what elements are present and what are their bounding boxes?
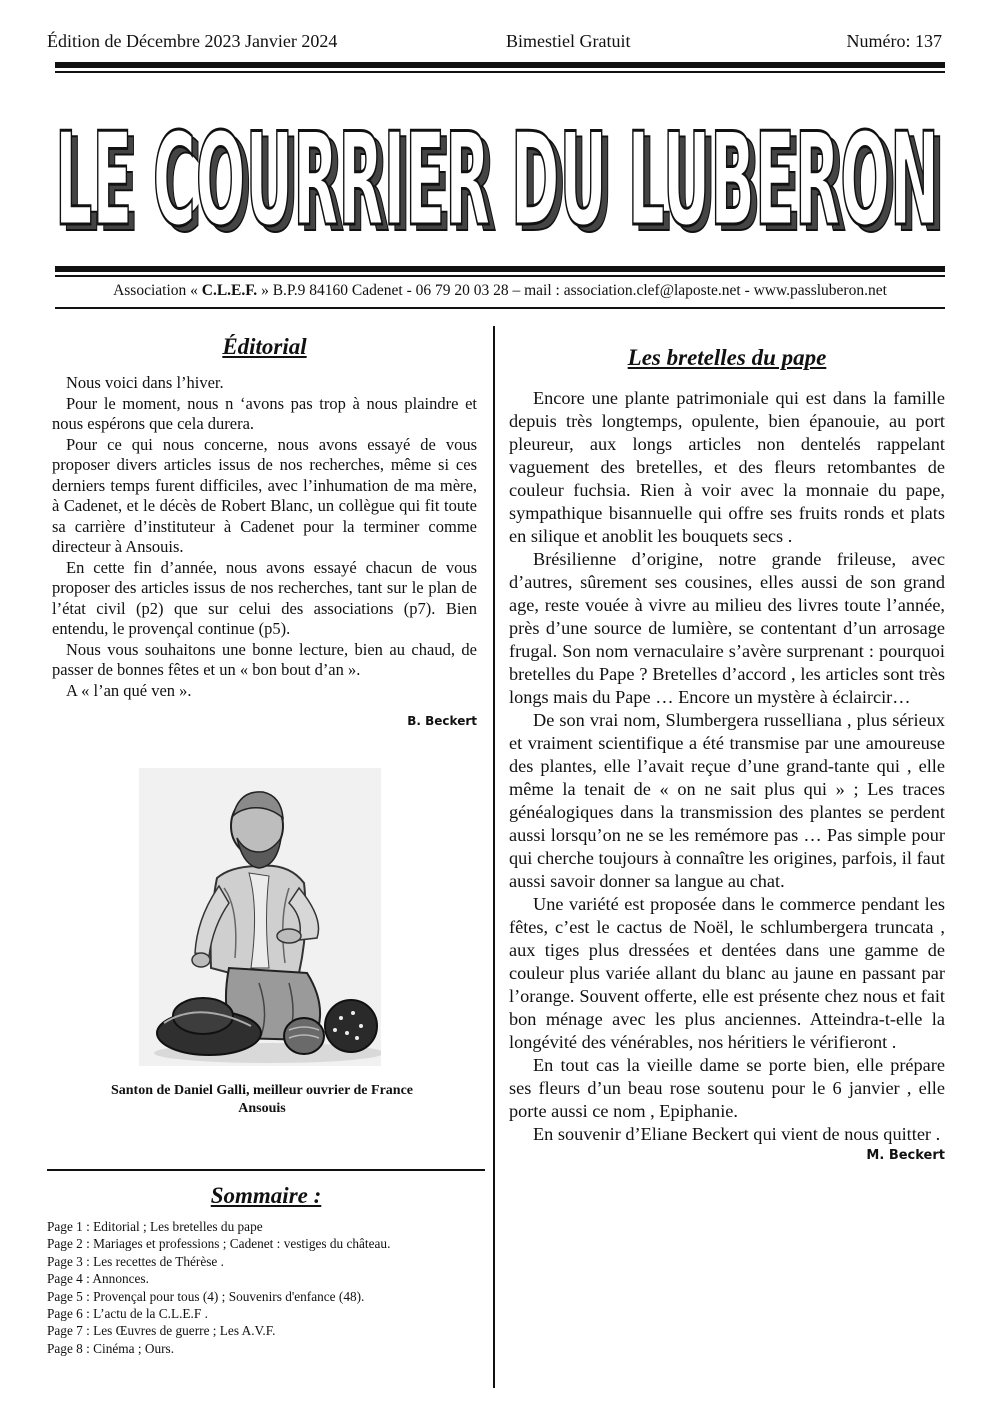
article-paragraph: Brésilienne d’origine, notre grande frileuse, avec d’autres, sûrement ses cousines, elles aussi de son grand age, reste vouée à vivre au milieu des livres toute l’année, près d’une source de lumière, se contentant d’un arrosage frugal. Son nom vernaculaire s’avère surprenant : pourquoi bretelles du Pape ? Bretelles d’accord , les articles sont très longs mais du Pape … Encore un mystère à éclaircir… [509,549,945,707]
article-paragraph: Une variété est proposée dans le commerce pendant les fêtes, c’est le cactus de Noël, le schlumbergera truncata , aux tiges plus dressées et dentées dans une gamme de couleur plus variée allant du blanc au jaune en passant par l’orange. Souvent offerte, elle est présente chez nous et fait bon ménage avec les plus anciennes. Atteindra-t-elle la longévité des vénérables, nos héritiers le vérifieront . [509,894,945,1052]
toc-item: Page 6 : L’actu de la C.L.E.F . [47,1306,208,1322]
periodicity: Bimestiel Gratuit [506,31,631,51]
caption-line-2: Ansouis [238,1101,286,1116]
toc-item: Page 1 : Editorial ; Les bretelles du pape [47,1219,263,1234]
article-section [509,345,945,1163]
table-of-contents [47,1218,487,1357]
toc-item: Page 7 : Les Œuvres de guerre ; Les A.V.F. [47,1323,276,1339]
address-contact: » B.P.9 84160 Cadenet - 06 79 20 03 28 – mail : association.clef@laposte.net - www.passluberon.net [257,282,887,299]
article-paragraph: De son vrai nom, Slumbergera russelliana , plus sérieux et vraiment scientifique a été transmise par une amoureuse des plantes, elle l’avait reçue d’une grand-tante qui , elle même la tenait de « on ne sait plus qui » ; Les traces généalogiques dans la transmission des plantes se perdent aussi lorsqu’on ne se les remémore pas … Pas simple pour qui cherche toujours à connaître les origines, parfois, il faut aussi savoir donner sa langue au chat. [509,710,945,891]
edition-date: Édition de Décembre 2023 Janvier 2024 [47,31,338,51]
editorial-signature: B. Beckert [407,714,477,728]
top-rule-thick [55,62,945,68]
editorial-title: Éditorial [222,334,307,359]
article-paragraph: Encore une plante patrimoniale qui est dans la famille depuis très longtemps, opulente, bien épanouie, au port pleureur, aux longs articles non dentelés rappelant vaguement des bretelles, et des fleurs retombantes de couleur fuchsia. Rien à voir avec la monnaie du pape, sympathique bisannuelle qui offre ses fruits ronds et plats en silique et anoblit les bouquets secs . [509,388,945,546]
toc-item: Page 4 : Annonces. [47,1271,149,1287]
photo-caption [52,1082,472,1118]
association-address [0,282,1000,300]
toc-item: Page 2 : Mariages et professions ; Cadenet : vestiges du château. [47,1236,391,1252]
issue-number: Numéro: 137 [846,31,942,51]
editorial-paragraph: En cette fin d’année, nous avons essayé chacun de vous proposer des articles issus de nos recherches, tant sur le plan de l’état civil (p2) que sur celui des associations (p7). Bien entendu, le provençal continue (p5). [52,557,477,638]
toc-item: Page 8 : Cinéma ; Ours. [47,1340,175,1356]
sommaire-title: Sommaire : [210,1183,322,1208]
editorial-paragraph: A « l’an qué ven ». [66,680,192,700]
caption-line-1: Santon de Daniel Galli, meilleur ouvrier de France [110,1083,414,1098]
mast-rule-thick [55,266,945,272]
sommaire-rule [47,1169,485,1171]
mast-rule-thin [55,275,945,277]
santon-photo [139,768,381,1066]
editorial-paragraph: Pour le moment, nous n ‘avons pas trop à nous plaindre et nous espérons que cela durera. [52,393,477,433]
address-rule [55,307,945,309]
toc-item: Page 3 : Les recettes de Thérèse . [47,1253,224,1269]
masthead-logo [49,82,949,262]
column-divider [493,326,495,1388]
toc-item: Page 5 : Provençal pour tous (4) ; Souvenirs d'enfance (48). [47,1288,365,1304]
editorial-paragraph: Nous voici dans l’hiver. [66,373,224,392]
article-body [509,387,945,1146]
association-name: C.L.E.F. [201,282,258,299]
masthead [49,82,949,262]
masthead-title: LE COURRIER DU LUBERON [55,106,939,255]
article-paragraph: En tout cas la vieille dame se porte bien, elle prépare ses fleurs d’un beau rose soutenu pour le 6 janvier , elle porte aussi ce nom , Epiphanie. [509,1055,945,1121]
article-signature: M. Beckert [866,1148,945,1163]
editorial-paragraph: Nous vous souhaitons une bonne lecture, bien au chaud, de passer de bonnes fêtes et un « bon bout d’an ». [52,639,477,679]
santon-illustration [139,768,381,1066]
top-rule-thin [55,71,945,73]
editorial-section [52,334,477,728]
article-title: Les bretelles du pape [627,345,827,370]
masthead-shadow: LE COURRIER DU LUBERON [61,112,945,261]
editorial-paragraph: Pour ce qui nous concerne, nous avons essayé de vous proposer divers articles issus de nos recherches, même si ces derniers temps furent difficiles, avec l’inhumation de ma mère, à Cadenet, et le décès de Robert Blanc, un collègue qui fit toute sa carrière d’instituteur à Cadenet pour la terminer comme directeur à Ansouis. [52,434,477,556]
editorial-body [52,373,477,701]
article-paragraph: En souvenir d’Eliane Beckert qui vient de nous quitter . [533,1124,941,1144]
address-prefix: Association « [113,282,202,299]
